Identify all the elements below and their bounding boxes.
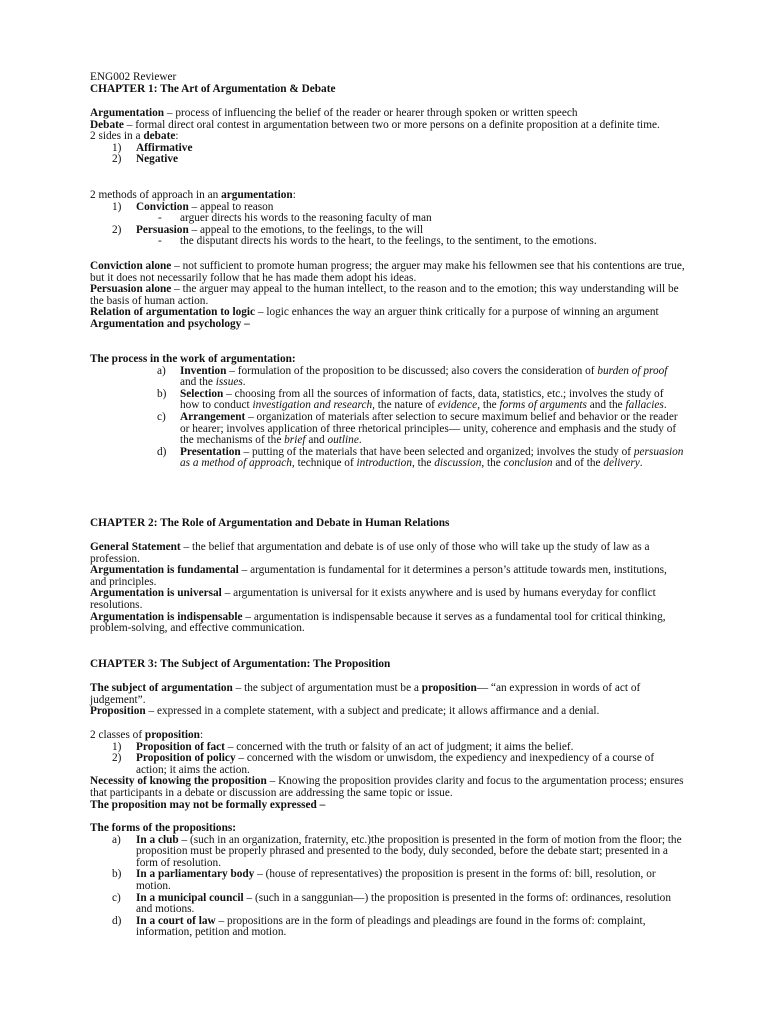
classes-intro: 2 classes of proposition: — [90, 729, 204, 741]
chapter-2 — [90, 518, 685, 530]
chapter-1-heading: CHAPTER 1: The Art of Argumentation & Debate — [90, 82, 336, 95]
list-item: - the disputant directs his words to the heart, to the feelings, to the sentiment, to the emotions. — [158, 235, 597, 248]
conviction-alone: Conviction alone – not sufficient to promote human progress; the arguer may make his fellowmen see that his contentions are true, but it does not necessarily follow that he has made them adopt his ideas. — [90, 260, 685, 284]
list-item: b) In a parliamentary body – (house of representatives) the proposition is present in the forms of: bill, resolution, or motion. — [112, 868, 656, 892]
persuasion-alone: Persuasion alone – the arguer may appeal to the human intellect, to the reason and to the emotion; this way understanding will be the basis of human action. — [90, 283, 679, 307]
chapter-3-classes — [90, 730, 685, 811]
process-heading: The process in the work of argumentation: — [90, 353, 296, 365]
list-item: 1) Proposition of fact – concerned with the truth or falsity of an act of judgment; it aims the belief. — [112, 740, 574, 753]
list-item: c) Arrangement – organization of materials after selection to secure maximum belief and behavior or the reader or hearer; involves application of three rhetorical principles— unity, coherence and emphasis and the study of the mechanisms of the brief and outline. — [157, 410, 678, 447]
list-item: 2) Proposition of policy – concerned with the wisdom or unwisdom, the expediency and inexpediency of a course of action; it aims the action. — [112, 752, 655, 776]
subject-of-argumentation: The subject of argumentation – the subject of argumentation must be a proposition— “an expression in words of act of judgement”. — [90, 682, 641, 706]
chapter-3-subject — [90, 683, 685, 718]
not-formally-expressed: The proposition may not be formally expressed – — [90, 798, 326, 811]
forms-heading: The forms of the propositions: — [90, 822, 237, 834]
definitions-block — [90, 108, 685, 166]
methods-block — [90, 190, 685, 248]
argumentation-psychology: Argumentation and psychology – — [90, 317, 250, 330]
methods-intro: 2 methods of approach in an argumentation: — [90, 189, 296, 201]
chapter-2-body — [90, 542, 685, 635]
process-block — [90, 354, 685, 470]
list-item: d) Presentation – putting of the materials that have been selected and organized; involves the study of persuasion as a method of approach, technique of introduction, the discussion, the conclusion and of the delivery. — [157, 445, 684, 470]
list-item: b) Selection – choosing from all the sources of information of facts, data, statistics, etc.; involves the study of how to conduct investigation and research, the nature of evidence, the forms of arguments and the fallacies. — [157, 387, 667, 412]
conviction-persuasion-block — [90, 261, 685, 331]
chapter-2-heading: CHAPTER 2: The Role of Argumentation and Debate in Human Relations — [90, 517, 450, 529]
list-item: a) Invention – formulation of the proposition to be discussed; also covers the consideration of burden of proof and the issues. — [157, 364, 668, 389]
debate-definition: Debate – formal direct oral contest in argumentation between two or more persons on a definite proposition at a definite time. — [90, 118, 660, 131]
list-item: a) In a club – (such in an organization, fraternity, etc.)the proposition is presented in the form of motion from the floor; the proposition must be properly phrased and presented to the body, duly seconded, before the debate start; presented in a form of resolution. — [112, 833, 682, 869]
list-item: 2) Persuasion – appeal to the emotions, to the feelings, to the will — [112, 223, 424, 236]
forms-block — [90, 823, 685, 939]
list-item: 1) Conviction – appeal to reason — [112, 200, 274, 213]
proposition-definition: Proposition – expressed in a complete statement, with a subject and predicate; it allows affirmance and a denial. — [90, 705, 600, 718]
chapter-3-heading: CHAPTER 3: The Subject of Argumentation: The Proposition — [90, 658, 391, 670]
list-item: - arguer directs his words to the reasoning faculty of man — [158, 212, 432, 225]
list-item: d) In a court of law – propositions are in the form of pleadings and pleadings are found in the forms of: complaint, information, petition and motion. — [112, 914, 646, 939]
chapter-3 — [90, 659, 685, 671]
list-item: c) In a municipal council – (such in a sanggunian—) the proposition is presented in the forms of: ordinances, resolution and motions. — [112, 891, 671, 916]
doc-title: ENG002 Reviewer — [90, 71, 177, 83]
relation-to-logic: Relation of argumentation to logic – logic enhances the way an arguer think critically for a purpose of winning an argument — [90, 306, 659, 319]
general-statement: General Statement – the belief that argumentation and debate is of use only of those who will take up the study of law as a profession. — [90, 541, 650, 565]
argumentation-fundamental: Argumentation is fundamental – argumentation is fundamental for it determines a person’s attitude towards men, institutions, and principles. — [90, 564, 667, 588]
sides-intro: 2 sides in a debate: — [90, 130, 179, 143]
necessity-of-proposition: Necessity of knowing the proposition – Knowing the proposition provides clarity and focus to the argumentation process; ensures that participants in a debate or discussion are addressing the same topic or issue. — [90, 775, 684, 799]
list-item: 2) Negative — [112, 153, 179, 166]
argumentation-indispensable: Argumentation is indispensable – argumentation is indispensable because it serves as a fundamental tool for critical thinking, problem-solving, and effective communication. — [90, 610, 666, 635]
chapter-1-top — [90, 72, 685, 95]
argumentation-definition: Argumentation – process of influencing the belief of the reader or hearer through spoken or written speech — [90, 107, 578, 119]
argumentation-universal: Argumentation is universal – argumentation is universal for it exists anywhere and is used by humans everyday for conflict resolutions. — [90, 587, 656, 611]
list-item: 1) Affirmative — [112, 141, 193, 154]
